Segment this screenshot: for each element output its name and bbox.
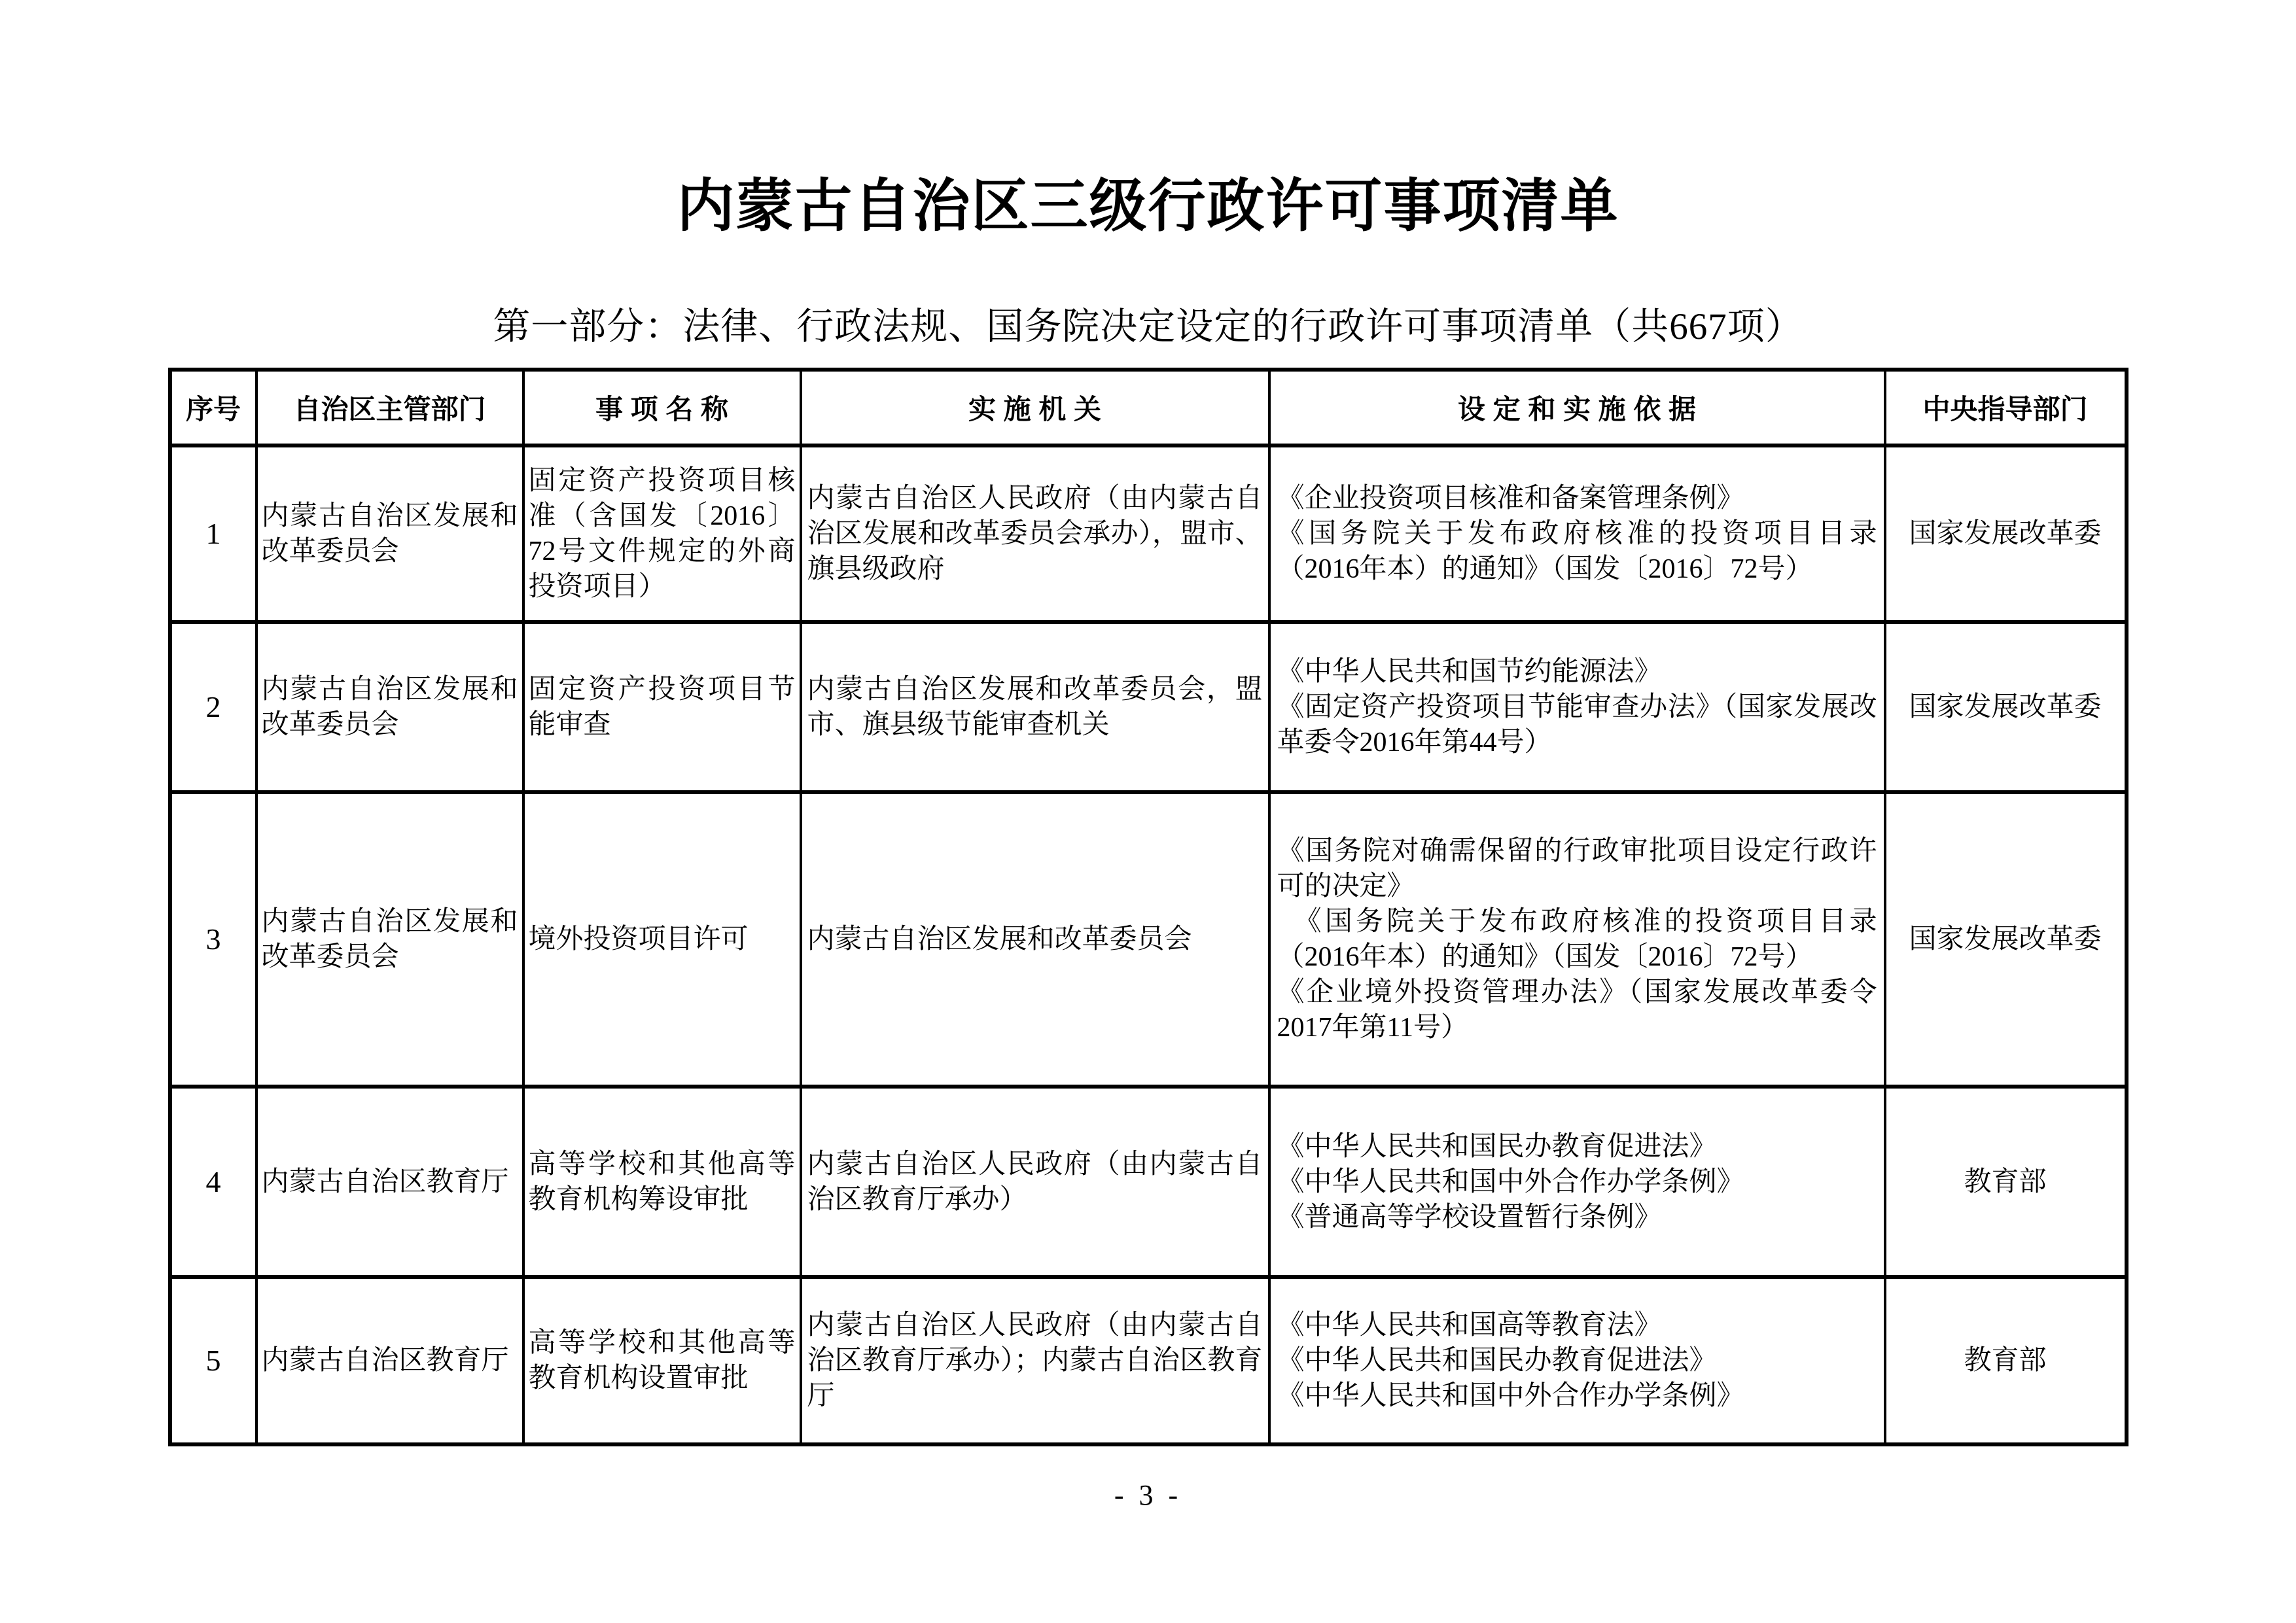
row-implementing-agency: 内蒙古自治区发展和改革委员会，盟市、旗县级节能审查机关	[801, 622, 1269, 792]
row-index: 3	[170, 792, 256, 1087]
row-index: 1	[170, 445, 256, 622]
legal-basis-line: 《固定资产投资项目节能审查办法》（国家发展改革委令2016年第44号）	[1277, 692, 1877, 758]
row-legal-basis	[1269, 792, 1885, 1087]
legal-basis-line: 《中华人民共和国民办教育促进法》	[1277, 1346, 1717, 1376]
row-legal-basis	[1269, 1087, 1885, 1277]
row-item-name: 境外投资项目许可	[523, 792, 801, 1087]
col-header-department: 自治区主管部门	[256, 370, 523, 445]
legal-basis-line: 《企业投资项目核准和备案管理条例》	[1277, 483, 1744, 514]
row-index: 5	[170, 1277, 256, 1444]
legal-basis-line: 《中华人民共和国中外合作办学条例》	[1277, 1166, 1744, 1197]
row-item-name: 固定资产投资项目核准（含国发〔2016〕72号文件规定的外商投资项目）	[523, 445, 801, 622]
row-central-guidance: 国家发展改革委	[1885, 445, 2127, 622]
legal-basis-line: 《国务院对确需保留的行政审批项目设定行政许可的决定》	[1277, 836, 1877, 901]
legal-basis-line: 《中华人民共和国民办教育促进法》	[1277, 1131, 1717, 1162]
col-header-item-name: 事 项 名 称	[523, 370, 801, 445]
table-row	[170, 622, 2127, 792]
table-row	[170, 1277, 2127, 1444]
row-department: 内蒙古自治区发展和改革委员会	[256, 792, 523, 1087]
row-central-guidance: 国家发展改革委	[1885, 792, 2127, 1087]
row-legal-basis	[1269, 622, 1885, 792]
row-legal-basis	[1269, 445, 1885, 622]
row-item-name: 高等学校和其他高等教育机构设置审批	[523, 1277, 801, 1444]
col-header-central-guidance: 中央指导部门	[1885, 370, 2127, 445]
row-implementing-agency: 内蒙古自治区发展和改革委员会	[801, 792, 1269, 1087]
legal-basis-line: 《普通高等学校设置暂行条例》	[1277, 1202, 1662, 1232]
page-subtitle: 第一部分：法律、行政法规、国务院决定设定的行政许可事项清单（共667项）	[493, 306, 1803, 347]
table-header-row	[170, 370, 2127, 445]
row-department: 内蒙古自治区教育厅	[256, 1277, 523, 1444]
table-row	[170, 445, 2127, 622]
col-header-index: 序号	[170, 370, 256, 445]
row-index: 2	[170, 622, 256, 792]
legal-basis-line: 《企业境外投资管理办法》（国家发展改革委令2017年第11号）	[1277, 977, 1877, 1043]
table-row	[170, 1087, 2127, 1277]
row-department: 内蒙古自治区教育厅	[256, 1087, 523, 1277]
row-central-guidance: 教育部	[1885, 1277, 2127, 1444]
row-central-guidance: 国家发展改革委	[1885, 622, 2127, 792]
row-legal-basis	[1269, 1277, 1885, 1444]
page-number: - 3 -	[1114, 1479, 1182, 1511]
row-central-guidance: 教育部	[1885, 1087, 2127, 1277]
page-title: 内蒙古自治区三级行政许可事项清单	[677, 173, 1619, 238]
legal-basis-line: 《国务院关于发布政府核准的投资项目目录（2016年本）的通知》（国发〔2016〕72号）	[1277, 907, 1877, 972]
row-index: 4	[170, 1087, 256, 1277]
row-department: 内蒙古自治区发展和改革委员会	[256, 445, 523, 622]
row-implementing-agency: 内蒙古自治区人民政府（由内蒙古自治区教育厅承办）	[801, 1087, 1269, 1277]
row-item-name: 固定资产投资项目节能审查	[523, 622, 801, 792]
legal-basis-line: 《中华人民共和国中外合作办学条例》	[1277, 1381, 1744, 1411]
col-header-implementing-agency: 实 施 机 关	[801, 370, 1269, 445]
col-header-legal-basis: 设 定 和 实 施 依 据	[1269, 370, 1885, 445]
row-department: 内蒙古自治区发展和改革委员会	[256, 622, 523, 792]
row-item-name: 高等学校和其他高等教育机构筹设审批	[523, 1087, 801, 1277]
licensing-table	[168, 368, 2128, 1446]
legal-basis-line: 《国务院关于发布政府核准的投资项目目录（2016年本）的通知》（国发〔2016〕72号）	[1277, 519, 1877, 584]
table-row	[170, 792, 2127, 1087]
legal-basis-line: 《中华人民共和国节约能源法》	[1277, 657, 1662, 687]
row-implementing-agency: 内蒙古自治区人民政府（由内蒙古自治区教育厅承办）；内蒙古自治区教育厅	[801, 1277, 1269, 1444]
legal-basis-line: 《中华人民共和国高等教育法》	[1277, 1310, 1662, 1340]
row-implementing-agency: 内蒙古自治区人民政府（由内蒙古自治区发展和改革委员会承办），盟市、旗县级政府	[801, 445, 1269, 622]
